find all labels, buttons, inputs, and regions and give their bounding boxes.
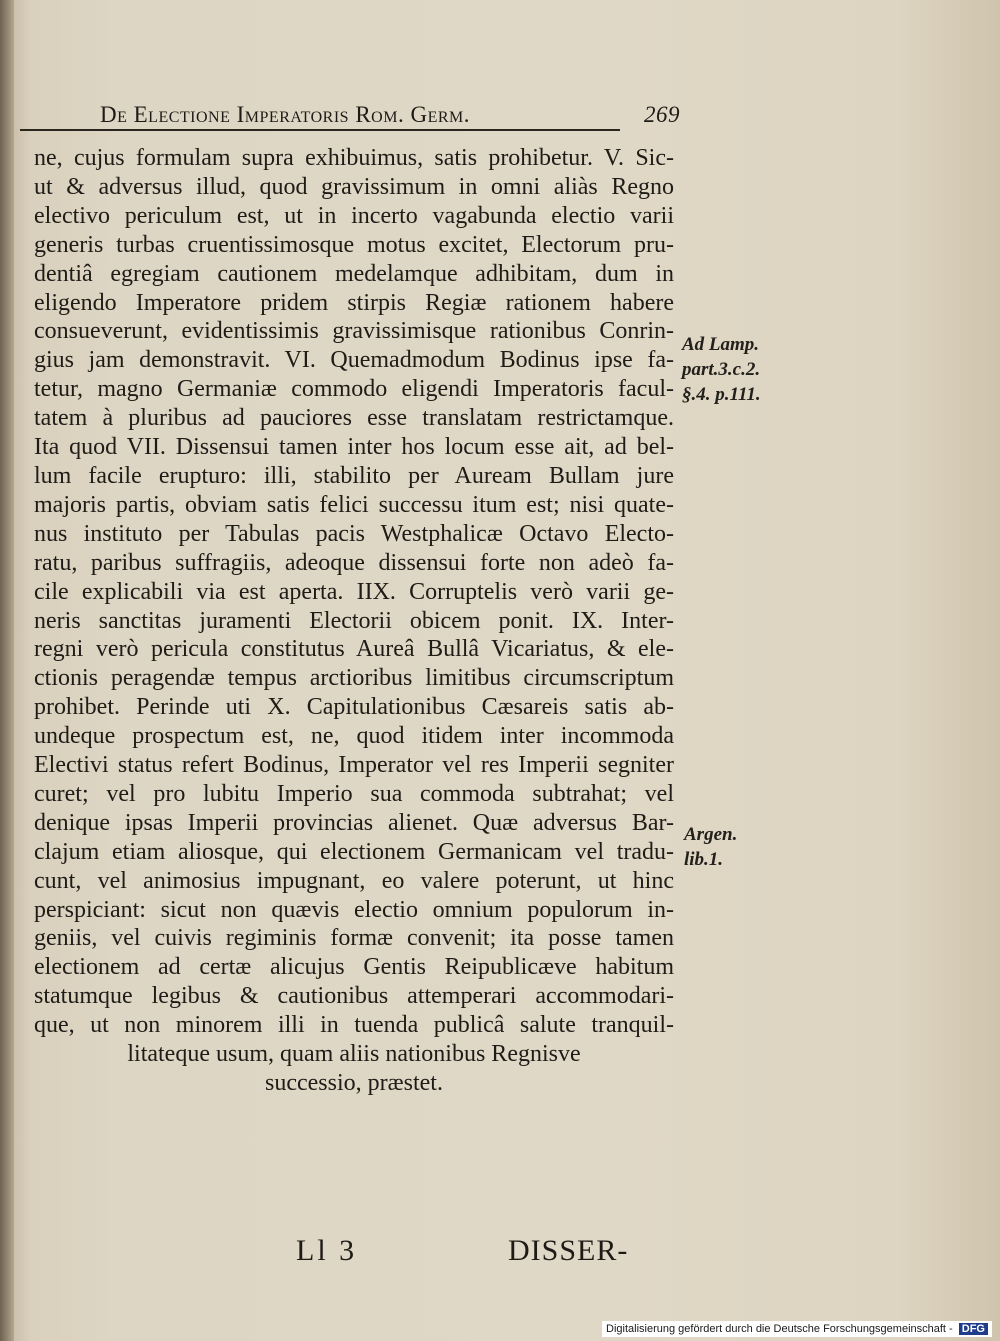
text-line: generis turbas cruentissimosque motus excitet, Electorum pru- <box>34 231 674 258</box>
text-line: ne, cujus formulam supra exhibuimus, satis prohibetur. V. Sic- <box>34 145 674 171</box>
text-line: Ita quod VII. Dissensui tamen inter hos locum esse ait, ad bel- <box>34 434 674 461</box>
text-line: prohibet. Perinde uti X. Capitulationibus Cæsareis satis ab- <box>34 694 674 721</box>
marginal-note-line: Ad Lamp. <box>682 334 760 355</box>
body-text <box>34 144 674 1098</box>
catchword: DISSER- <box>508 1234 629 1267</box>
credit-text: Digitalisierung gefördert durch die Deutsche Forschungsgemeinschaft - <box>606 1323 953 1335</box>
text-line: undeque prospectum est, ne, quod itidem inter incommoda <box>34 723 674 750</box>
text-line: lum facile erupturo: illi, stabilito per Auream Bullam jure <box>34 462 674 489</box>
text-line: que, ut non minorem illi in tuenda publicâ salute tranquil- <box>34 1012 674 1039</box>
text-line: eligendo Imperatore pridem stirpis Regiæ rationem habere <box>34 289 674 316</box>
text-line: statumque legibus & cautionibus attemperari accommodari- <box>34 983 674 1010</box>
marginal-note-line: part.3.c.2. <box>682 359 761 380</box>
text-line: cunt, vel animosius impugnant, eo valere poterunt, ut hinc <box>34 867 674 894</box>
text-line: tetur, magno Germaniæ commodo eligendi Imperatoris facul- <box>34 376 674 403</box>
text-line: dentiâ egregiam cautionem medelamque adhibitam, dum in <box>34 260 674 287</box>
text-line: consueverunt, evidentissimis gravissimisque rationibus Conrin- <box>34 318 674 345</box>
text-line: denique ipsas Imperii provincias alienet. Quæ adversus Bar- <box>34 809 674 836</box>
text-line: geniis, vel cuivis regiminis formæ convenit; ita posse tamen <box>34 925 674 952</box>
marginal-note-lamp <box>682 332 761 407</box>
text-line: litateque usum, quam aliis nationibus Regnisve <box>127 1041 581 1068</box>
text-line: successio, præstet. <box>265 1070 443 1096</box>
text-line: electivo periculum est, ut in incerto vagabunda electio varii <box>34 202 674 229</box>
text-line: ratu, paribus suffragiis, adeoque dissensui forte non adeò fa- <box>34 549 674 576</box>
digitization-credit <box>602 1321 992 1337</box>
marginal-note-argen <box>684 822 737 872</box>
text-line: clajum etiam aliosque, qui electionem Germanicam vel tradu- <box>34 838 674 865</box>
text-line: electionem ad certæ alicujus Gentis Reipublicæve habitum <box>34 954 674 981</box>
text-line: curet; vel pro lubitu Imperio sua commoda subtrahat; vel <box>34 780 674 807</box>
text-line: tatem à pluribus ad pauciores esse translatam restrictamque. <box>34 405 674 432</box>
marginal-note-line: §.4. p.111. <box>682 384 761 405</box>
page-number: 269 <box>644 102 680 127</box>
text-line: Electivi status refert Bodinus, Imperator vel res Imperii segniter <box>34 752 674 779</box>
text-line: perspiciant: sicut non quævis electio omnium populorum in- <box>34 896 674 923</box>
running-title: De Electione Imperatoris Rom. Germ. <box>100 102 470 127</box>
text-line: cile explicabili via est aperta. IIX. Corruptelis verò varii ge- <box>34 578 674 605</box>
marginal-note-line: lib.1. <box>684 849 724 870</box>
text-line: ut & adversus illud, quod gravissimum in omni aliàs Regno <box>34 173 674 200</box>
text-line: majoris partis, obviam satis felici successu itum est; nisi quate- <box>34 491 674 518</box>
header-rule <box>20 129 620 131</box>
text-line: ctionis peragendæ tempus arctioribus limitibus circumscriptum <box>34 665 674 692</box>
signature-mark: Ll 3 <box>296 1234 358 1267</box>
text-line: gius jam demonstravit. VI. Quemadmodum Bodinus ipse fa- <box>34 347 674 374</box>
text-line: nus instituto per Tabulas pacis Westphalicæ Octavo Electo- <box>34 520 674 547</box>
page-gutter-edge <box>0 0 14 1341</box>
marginal-note-line: Argen. <box>684 824 738 845</box>
dfg-logo: DFG <box>959 1323 988 1335</box>
text-line: neris sanctitas juramenti Electorii obicem ponit. IX. Inter- <box>34 607 674 634</box>
text-line: regni verò pericula constitutus Aureâ Bullâ Vicariatus, & ele- <box>34 636 674 663</box>
